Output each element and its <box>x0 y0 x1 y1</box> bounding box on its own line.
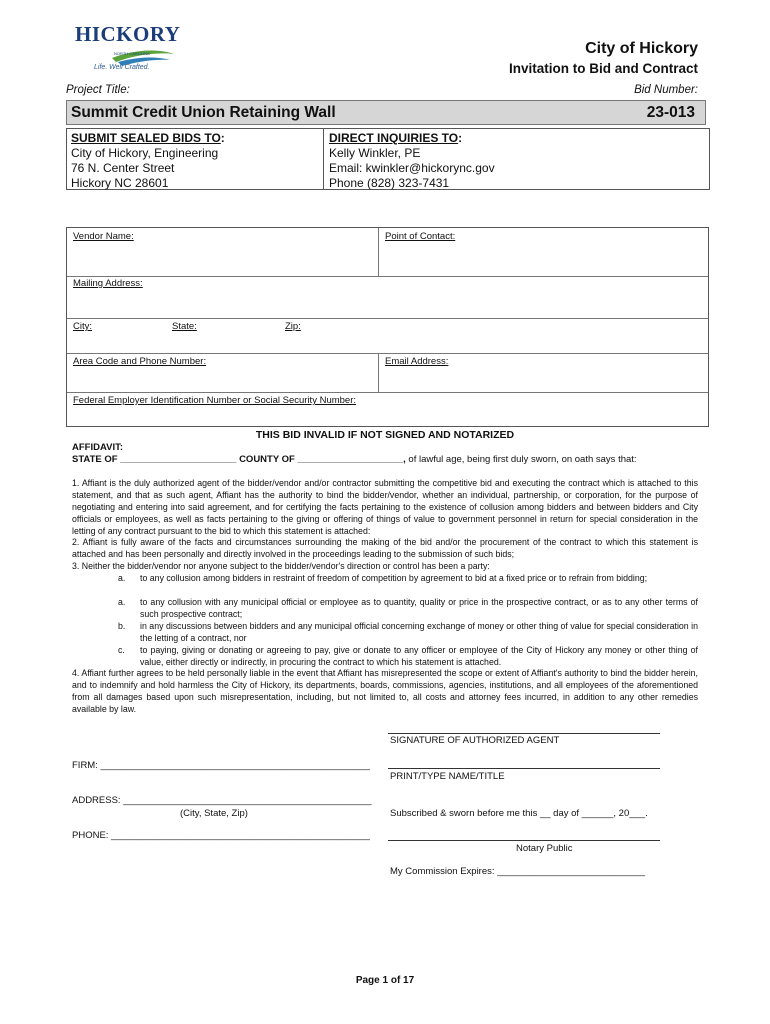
affidavit-items <box>72 573 698 669</box>
list-item <box>72 645 698 669</box>
city-field[interactable]: City: <box>73 321 92 332</box>
commission-expires-field[interactable]: My Commission Expires: ____________________________ <box>390 866 646 877</box>
inquiries-line-3: Phone (828) 323-7431 <box>329 176 450 190</box>
submit-line-3: Hickory NC 28601 <box>71 176 169 190</box>
bid-number: 23-013 <box>646 104 695 121</box>
project-title: Summit Credit Union Retaining Wall <box>71 104 336 121</box>
affidavit-paragraph-1: 1. Affiant is the duly authorized agent of the bidder/vendor and/or contractor submitting the competitive bid and executing the contract which is attached to this statement, and that as such agent, Affiant has the authority to bind the bidder/vendor, whether an individual, partnership, or corporation, for the purpose of negotiating and entering into said agreement, and for certifying the facts pertaining to the existence of collusion among bidders and between bidders and City officials or employees, as well as facts pertaining to the giving or offering of things of value to government personnel in return for special consideration in the letting of any contract pursuant to the bid to which this statement is attached: <box>72 478 698 536</box>
mailing-address-field[interactable]: Mailing Address: <box>73 278 143 289</box>
submit-line-1: City of Hickory, Engineering <box>71 146 219 160</box>
submit-bids-heading: SUBMIT SEALED BIDS TO <box>71 131 221 145</box>
inquiries-colon: : <box>458 131 463 145</box>
item-text: to any collusion with any municipal official or employee as to quantity, quality or price in the prospective contract, or as to any other terms of such prospective contract; <box>140 597 698 619</box>
item-text: in any discussions between bidders and any municipal official concerning exchange of money or other thing of value for special consideration in the letting of a contract, nor <box>140 621 698 643</box>
list-item <box>72 597 698 621</box>
print-name-label: PRINT/TYPE NAME/TITLE <box>390 771 505 782</box>
state-county-blanks: STATE OF ______________________ COUNTY OF ____________________, <box>72 454 406 465</box>
point-of-contact-field[interactable]: Point of Contact: <box>385 231 456 242</box>
affidavit-paragraph-2: 2. Affiant is fully aware of the facts and circumstances surrounding the making of the bid and/or the procurement of the contract to which this statement is attached and has been personally and directly involved in the proceedings leading to the submission of such bids; <box>72 537 698 559</box>
project-title-label: Project Title: <box>66 84 130 96</box>
sworn-statement: Subscribed & sworn before me this __ day of ______, 20___. <box>390 808 648 819</box>
form-divider <box>378 228 379 276</box>
logo-wordmark: HICKORY <box>75 22 181 46</box>
project-title-bar <box>66 100 706 125</box>
inquiries-heading: DIRECT INQUIRIES TO <box>329 131 459 145</box>
address-field[interactable]: ADDRESS: _______________________________________________ <box>72 795 372 806</box>
contact-divider <box>323 129 324 189</box>
affidavit-paragraph-4: 4. Affiant further agrees to be held personally liable in the event that Affiant has misrepresented the scope or extent of Affiant's authority to bind the bidder herein, and to indemnify and hold harmless the City of Hickory, its departments, boards, commissions, agencies, institutions, and all employees of the aforementioned from all damages based upon such misrepresentation, including, but not limited to, all costs and attorney fees incurred, in addition to any other remedies available by law. <box>72 668 698 714</box>
logo-subtext: NORTH CAROLINA <box>114 51 150 56</box>
inquiries-block <box>329 131 495 191</box>
vendor-form <box>66 227 709 427</box>
zip-field[interactable]: Zip: <box>285 321 301 332</box>
submit-colon: : <box>220 131 225 145</box>
invalid-notice: THIS BID INVALID IF NOT SIGNED AND NOTARIZED <box>255 429 515 441</box>
inquiries-line-2: Email: kwinkler@hickorync.gov <box>329 161 495 175</box>
page-number: Page 1 of 17 <box>355 975 415 986</box>
signature-label: SIGNATURE OF AUTHORIZED AGENT <box>390 735 560 746</box>
state-field[interactable]: State: <box>172 321 197 332</box>
list-item <box>72 573 698 597</box>
firm-field[interactable]: FIRM: ___________________________________________________ <box>72 760 370 771</box>
item-text: to any collusion among bidders in restraint of freedom of competition by agreement to bid at a fixed price or to refrain from bidding; <box>140 573 648 583</box>
affidavit-paragraph-3: 3. Neither the bidder/vendor nor anyone subject to the bidder/vendor's direction or control has been a party: <box>72 561 490 571</box>
city-heading: City of Hickory <box>585 40 698 57</box>
submit-bids-block <box>71 131 225 191</box>
list-item <box>72 621 698 645</box>
submit-line-2: 76 N. Center Street <box>71 161 175 175</box>
phone-field[interactable]: Area Code and Phone Number: <box>73 356 207 367</box>
city-state-zip-label: (City, State, Zip) <box>180 808 248 819</box>
form-divider <box>67 392 708 393</box>
bid-number-label: Bid Number: <box>634 84 698 96</box>
form-divider <box>67 353 708 354</box>
notary-line[interactable] <box>388 840 660 841</box>
inquiries-line-1: Kelly Winkler, PE <box>329 146 421 160</box>
logo-tagline: Life. Well Crafted. <box>94 64 150 71</box>
state-county-oath: of lawful age, being first duly sworn, on oath says that: <box>405 454 637 465</box>
print-name-line[interactable] <box>388 768 660 769</box>
contact-box <box>66 128 710 190</box>
form-divider <box>378 353 379 392</box>
notary-label: Notary Public <box>516 843 573 854</box>
item-marker: c. <box>118 645 125 655</box>
signature-line[interactable] <box>388 733 660 734</box>
item-marker: a. <box>118 573 126 583</box>
state-county-line <box>72 454 637 465</box>
city-logo <box>72 22 182 74</box>
item-marker: a. <box>118 597 126 607</box>
form-divider <box>67 276 708 277</box>
affidavit-heading: AFFIDAVIT: <box>72 442 124 453</box>
item-marker: b. <box>118 621 126 631</box>
fein-ssn-field[interactable]: Federal Employer Identification Number or Social Security Number: <box>73 395 357 406</box>
document-type-heading: Invitation to Bid and Contract <box>509 61 698 76</box>
email-field[interactable]: Email Address: <box>385 356 449 367</box>
form-divider <box>67 318 708 319</box>
phone-field[interactable]: PHONE: _________________________________________________ <box>72 830 370 841</box>
vendor-name-field[interactable]: Vendor Name: <box>73 231 134 242</box>
item-text: to paying, giving or donating or agreeing to pay, give or donate to any officer or employee of the City of Hickory any money or other thing of value, either directly or indirectly, in procuring the contract to which his statement is attached. <box>140 645 698 667</box>
